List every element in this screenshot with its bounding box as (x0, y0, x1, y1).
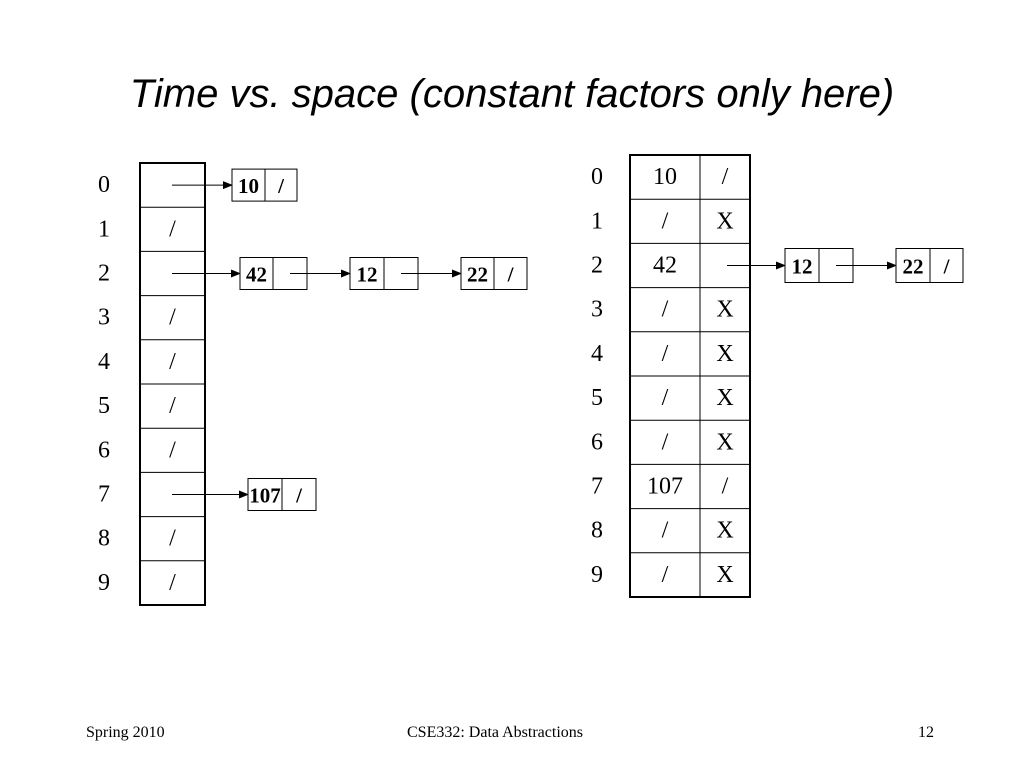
right-index-label: 5 (591, 385, 603, 412)
right-index-label: 2 (591, 252, 603, 279)
left-index-label: 6 (98, 437, 110, 464)
right-index-label: 6 (591, 429, 603, 456)
right-index-label: 9 (591, 561, 603, 588)
footer-page-number: 12 (918, 724, 934, 741)
right-value-cell: / (661, 517, 669, 544)
right-next-cell: / (721, 473, 729, 500)
right-value-cell: / (661, 296, 669, 323)
footer-course: CSE332: Data Abstractions (407, 724, 583, 741)
combined-array-overflow-lists (727, 249, 963, 283)
right-index-label: 4 (591, 340, 603, 367)
left-slot-value: / (169, 348, 176, 375)
right-list-node-next: / (943, 254, 950, 279)
left-index-label: 1 (98, 216, 110, 243)
separate-chaining-lists (172, 169, 527, 510)
slide-title: Time vs. space (constant factors only here) (129, 72, 895, 116)
right-list-node-value: 22 (902, 254, 924, 279)
right-next-cell: X (716, 208, 734, 235)
right-index-label: 0 (591, 164, 603, 191)
right-index-label: 1 (591, 208, 603, 235)
left-list-node-value: 42 (246, 262, 267, 287)
right-value-cell: / (661, 385, 669, 412)
left-list-node-next: / (296, 483, 302, 508)
left-index-label: 7 (98, 481, 110, 508)
combined-array-table (591, 155, 750, 597)
left-list-node-next: / (278, 174, 284, 199)
left-slot-value: / (169, 437, 176, 464)
right-value-cell: / (661, 561, 669, 588)
right-value-cell: / (661, 429, 669, 456)
right-value-cell: 107 (647, 473, 683, 500)
right-list-node-value: 12 (791, 254, 813, 279)
left-slot-value: / (169, 569, 176, 596)
right-next-cell: X (716, 340, 734, 367)
separate-chaining-table (98, 163, 205, 605)
right-value-cell: / (661, 340, 669, 367)
left-index-label: 4 (98, 348, 110, 375)
right-index-label: 8 (591, 517, 603, 544)
left-list-node-next: / (507, 262, 514, 287)
left-slot-value: / (169, 216, 176, 243)
right-index-label: 7 (591, 473, 603, 500)
left-index-label: 5 (98, 393, 110, 420)
left-index-label: 0 (98, 172, 110, 199)
right-next-cell: X (716, 517, 734, 544)
right-index-label: 3 (591, 296, 603, 323)
right-next-cell: X (716, 385, 734, 412)
left-list-node-value: 107 (249, 483, 281, 508)
left-slot-value: / (169, 393, 176, 420)
left-index-label: 3 (98, 304, 110, 331)
right-value-cell: 10 (653, 164, 677, 191)
left-slot-value: / (169, 525, 176, 552)
left-list-node-value: 12 (356, 262, 378, 287)
left-index-label: 9 (98, 569, 110, 596)
right-next-cell: X (716, 296, 734, 323)
footer-date: Spring 2010 (86, 724, 165, 741)
right-next-cell: X (716, 561, 734, 588)
right-next-cell: X (716, 429, 734, 456)
right-value-cell: 42 (653, 252, 677, 279)
left-index-label: 8 (98, 525, 110, 552)
left-index-label: 2 (98, 260, 110, 287)
left-list-node-value: 10 (238, 174, 259, 199)
left-list-node-value: 22 (467, 262, 488, 287)
right-next-cell: / (721, 164, 729, 191)
right-value-cell: / (661, 208, 669, 235)
left-slot-value: / (169, 304, 176, 331)
